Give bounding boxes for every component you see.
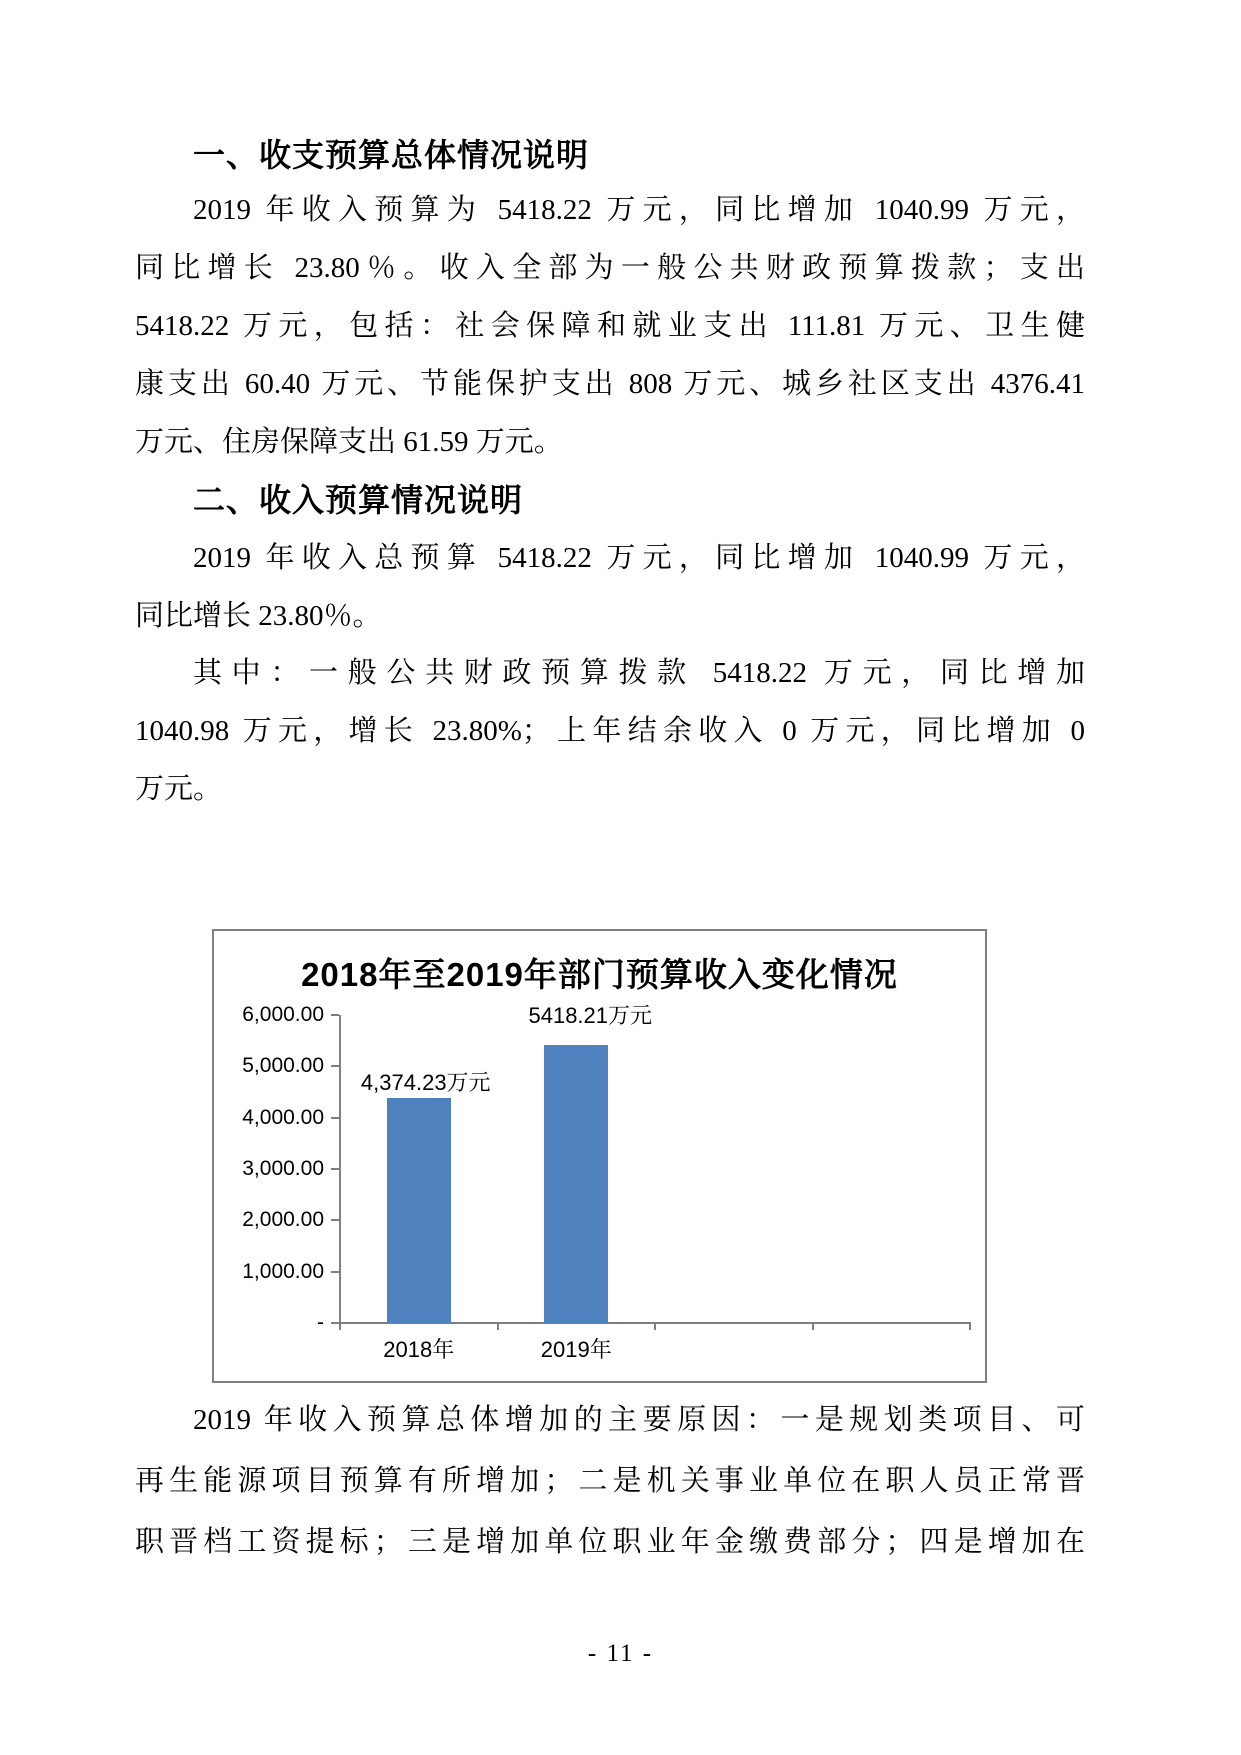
paragraph-line: 同比增长 23.80％。收入全部为一般公共财政预算拨款；支出 — [135, 252, 1085, 284]
chart-bar — [544, 1045, 608, 1323]
y-tick-mark — [331, 1014, 339, 1016]
paragraph-line: 康支出 60.40 万元、节能保护支出 808 万元、城乡社区支出 4376.41 — [135, 368, 1085, 400]
y-tick-label: 1,000.00 — [242, 1259, 324, 1283]
y-tick-mark — [331, 1168, 339, 1170]
paragraph-line: 万元。 — [135, 773, 223, 805]
bar-data-label: 5418.21万元 — [528, 1003, 653, 1028]
x-tick-mark — [654, 1323, 656, 1330]
x-tick-mark — [969, 1323, 971, 1330]
y-tick-label: 3,000.00 — [242, 1157, 324, 1180]
paragraph-line: 2019 年收入总预算 5418.22 万元，同比增加 1040.99 万元， — [193, 542, 1085, 574]
y-tick-label: 5,000.00 — [242, 1054, 324, 1078]
section-heading-2: 二、收入预算情况说明 — [193, 482, 524, 518]
paragraph-line: 其中：一般公共财政预算拨款 5418.22 万元，同比增加 — [193, 657, 1085, 689]
y-tick-mark — [331, 1322, 339, 1324]
page-number: - 11 - — [587, 1640, 654, 1667]
category-label: 2018年 — [383, 1337, 455, 1362]
y-tick-label: 4,000.00 — [242, 1105, 324, 1129]
paragraph-line: 2019 年收入预算总体增加的主要原因：一是规划类项目、可 — [193, 1404, 1085, 1436]
paragraph-revenue-breakdown — [135, 644, 1085, 818]
paragraph-line: 万元、住房保障支出 61.59 万元。 — [135, 426, 563, 458]
y-tick-mark — [331, 1065, 339, 1067]
x-tick-mark — [497, 1323, 499, 1330]
y-tick-label: 2,000.00 — [242, 1208, 324, 1232]
x-tick-mark — [339, 1323, 341, 1330]
y-tick-label: 6,000.00 — [242, 1003, 324, 1026]
section-heading-1: 一、收支预算总体情况说明 — [193, 137, 590, 173]
paragraph-line: 同比增长 23.80％。 — [135, 600, 382, 632]
paragraph-line: 1040.98 万元，增长 23.80%；上年结余收入 0 万元，同比增加 0 — [135, 715, 1085, 747]
y-tick-mark — [331, 1271, 339, 1273]
paragraph-increase-reasons — [135, 1390, 1085, 1573]
paragraph-line: 5418.22 万元，包括：社会保障和就业支出 111.81 万元、卫生健 — [135, 310, 1085, 342]
paragraph-overall-budget — [135, 181, 1085, 471]
y-tick-mark — [331, 1219, 339, 1221]
paragraph-line: 职晋档工资提标；三是增加单位职业年金缴费部分；四是增加在 — [135, 1526, 1085, 1558]
chart-title: 2018年至2019年部门预算收入变化情况 — [301, 956, 898, 993]
paragraph-line: 再生能源项目预算有所增加；二是机关事业单位在职人员正常晋 — [135, 1465, 1085, 1497]
paragraph-revenue-total — [135, 529, 1085, 645]
y-tick-mark — [331, 1117, 339, 1119]
x-tick-mark — [812, 1323, 814, 1330]
bar-data-label: 4,374.23万元 — [360, 1070, 491, 1095]
chart-bar — [387, 1098, 451, 1323]
paragraph-line: 2019 年收入预算为 5418.22 万元，同比增加 1040.99 万元， — [193, 194, 1085, 226]
y-tick-label: - — [317, 1311, 324, 1334]
y-axis-line — [339, 1015, 341, 1323]
bar-chart — [212, 929, 987, 1383]
category-label: 2019年 — [540, 1337, 612, 1362]
